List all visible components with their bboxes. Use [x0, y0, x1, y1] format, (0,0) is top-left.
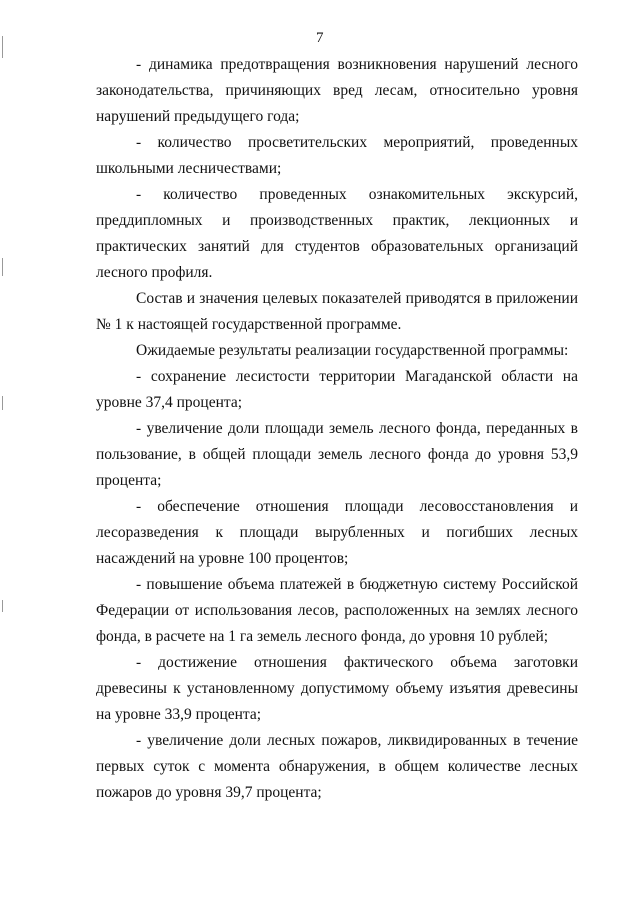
paragraph-forest-cover: - сохранение лесистости территории Магаданской области на уровне 37,4 процента;	[96, 368, 578, 411]
scan-margin-marks	[2, 0, 12, 905]
paragraph-target-indicators: Состав и значения целевых показателей приводятся в приложении № 1 к настоящей государственной программе.	[96, 290, 578, 333]
paragraph-educational-events: - количество просветительских мероприятий, проведенных школьными лесничествами;	[96, 134, 578, 177]
paragraph-forest-fires: - увеличение доли лесных пожаров, ликвидированных в течение первых суток с момента обнаружения, в общем количестве лесных пожаров до уровня 39,7 процента;	[96, 732, 578, 801]
document-body	[96, 52, 578, 806]
paragraph-excursions: - количество проведенных ознакомительных экскурсий, преддипломных и производственных практик, лекционных и практических занятий для студентов образовательных организаций лесного профиля.	[96, 186, 578, 281]
paragraph-expected-results-heading: Ожидаемые результаты реализации государственной программы:	[136, 342, 569, 359]
paragraph-timber-harvest: - достижение отношения фактического объема заготовки древесины к установленному допустимому объему изъятия древесины на уровне 33,9 процента;	[96, 654, 578, 723]
paragraph-violations-dynamics: - динамика предотвращения возникновения нарушений лесного законодательства, причиняющих вред лесам, относительно уровня нарушений предыдущего года;	[96, 56, 578, 125]
paragraph-budget-payments: - повышение объема платежей в бюджетную систему Российской Федерации от использования лесов, расположенных на землях лесного фонда, в расчете на 1 га земель лесного фонда, до уровня 10 рублей;	[96, 576, 578, 645]
paragraph-land-share: - увеличение доли площади земель лесного фонда, переданных в пользование, в общей площади земель лесного фонда до уровня 53,9 процента;	[96, 420, 578, 489]
paragraph-reforestation: - обеспечение отношения площади лесовосстановления и лесоразведения к площади вырубленных и погибших лесных насаждений на уровне 100 процентов;	[96, 498, 578, 567]
page-number: 7	[316, 30, 324, 46]
